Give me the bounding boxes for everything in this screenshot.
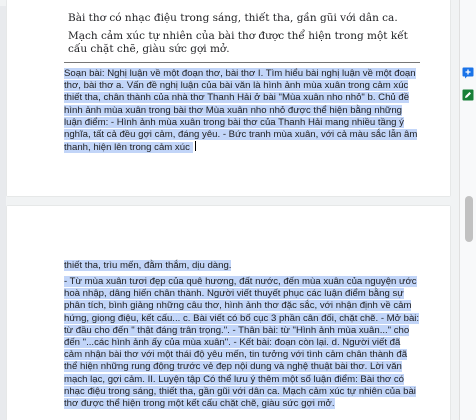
selected-line[interactable] — [64, 260, 421, 272]
horizontal-rule — [64, 62, 420, 63]
suggest-edit-icon — [462, 89, 474, 101]
selected-text: Soạn bài: Nghị luận về một đoạn thơ, bài thơ I. Tìm hiểu bài nghị luận về một đoạn thơ, bài thơ a. Vấn đề nghị luận của bài văn là hình ảnh mùa xuân trong cảm xúc thiết tha, chân thành của nhà thơ Thanh Hải ở bài "Mùa xuân nho nhỏ" b. Chủ đề hình ảnh mùa xuân trong bài thơ Mùa xuân nho nhỏ được thể hiện bằng những luận điểm: - Hình ảnh mùa xuân trong bài thơ của Thanh Hải mang nhiều tầng ý nghĩa, tất cả đều gợi cảm, đáng yêu. - Bức tranh mùa xuân, với cả màu sắc lẫn âm thanh, hiện lên trong cảm xúc — [64, 68, 418, 154]
selected-text-block-1[interactable] — [64, 68, 421, 154]
selected-line-text: thiết tha, trìu mến, đằm thắm, dịu dàng. — [64, 260, 232, 271]
scrollbar-thumb[interactable] — [465, 196, 473, 242]
suggest-edit-button[interactable] — [461, 88, 474, 101]
vertical-scrollbar[interactable] — [459, 0, 476, 420]
document-page-2[interactable] — [7, 206, 450, 420]
selected-text-block-2[interactable] — [64, 276, 421, 410]
text-cursor — [195, 141, 196, 151]
add-comment-button[interactable] — [461, 66, 474, 79]
add-comment-icon — [462, 67, 474, 79]
document-page-1[interactable] — [7, 0, 450, 196]
selected-text-2: - Từ mùa xuân tươi đẹp của quê hương, đất nước, đến mùa xuân của nguyện ước hoà nhập, dâng hiến chân thành. Người viết thuyết phục các luận điểm bằng sự phân tích, bình giảng những câu thơ, hình ảnh thơ đặc sắc, với nhận định về cảm hứng, giọng điệu, kết cấu... c. Bài viết có bố cục 3 phần cân đối, chặt chẽ. - Mở bài: từ đầu cho đến " thật đáng trân trọng.". - Thân bài: từ "Hình ảnh mùa xuân..." cho đến "...các hình ảnh ấy của mùa xuân". - Kết bài: đoạn còn lại. d. Người viết đã cảm nhận bài thơ với một thái độ yêu mến, tin tưởng với tình cảm chân thành đã thể hiện những rung động trước vẻ đẹp nội dung và nghệ thuật bài thơ. Lời văn mạch lạc, gợi cảm. II. Luyện tập Có thể lưu ý thêm một số luận điểm: Bài thơ có nhạc điệu trong sáng, thiết tha, gần gũi với dân ca. Mạch cảm xúc tự nhiên của bài thơ được thể hiện trong một kết cấu chặt chẽ, giàu sức gợi mở. — [64, 276, 420, 410]
paragraph-2: Mạch cảm xúc tự nhiên của bài thơ được thể hiện trong một kết cấu chặt chẽ, giàu sức gợi mở. — [68, 30, 408, 55]
vertical-ruler — [0, 0, 6, 420]
paragraph-1: Bài thơ có nhạc điệu trong sáng, thiết tha, gần gũi với dân ca. — [68, 12, 398, 24]
